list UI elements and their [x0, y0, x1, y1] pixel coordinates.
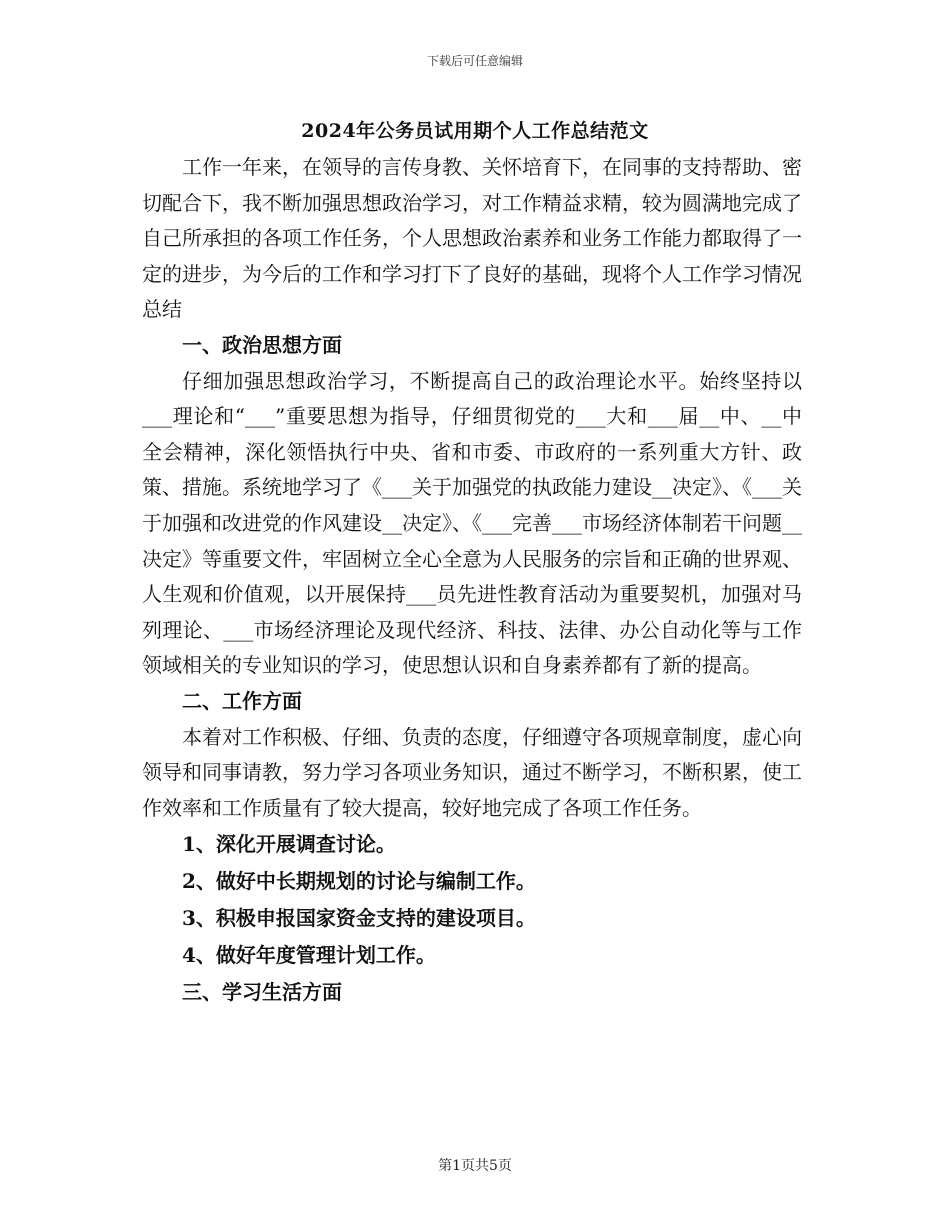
page-footer: 第1页共5页 — [438, 1158, 512, 1174]
work-paragraph: 本着对工作积极、仔细、负责的态度，仔细遵守各项规章制度，虚心向领导和同事请教，努力学习各项业务知识，通过不断学习，不断积累，使工作效率和工作质量有了较大提高，较好地完成了各项工作任务。 — [142, 724, 802, 820]
intro-paragraph: 工作一年来，在领导的言传身教、关怀培育下，在同事的支持帮助、密切配合下，我不断加强思想政治学习，对工作精益求精，较为圆满地完成了自己所承担的各项工作任务，个人思想政治素养和业务工作能力都取得了一定的进步，为今后的工作和学习打下了良好的基础，现将个人工作学习情况总结 — [142, 155, 802, 322]
work-item: 3、积极申报国家资金支持的建设项目。 — [182, 906, 536, 931]
work-item: 1、深化开展调查讨论。 — [182, 832, 396, 857]
politics-paragraph: 仔细加强思想政治学习，不断提高自己的政治理论水平。始终坚持以___理论和“___”重要思想为指导，仔细贯彻党的___大和___届__中、__中全会精神，深化领悟执行中央、省和市委、市政府的一系列重大方针、政策、措施。系统地学习了《___关于加强党的执政能力建设__决定》、《___关于加强和改进党的作风建设__决定》、《___完善___市场经济体制若干问题__决定》等重要文件，牢固树立全心全意为人民服务的宗旨和正确的世界观、人生观和价值观，以开展保持___员先进性教育活动为重要契机，加强对马列理论、___市场经济理论及现代经济、科技、法律、办公自动化等与工作领域相关的专业知识的学习，使思想认识和自身素养都有了新的提高。 — [142, 368, 802, 678]
section-heading-work: 二、工作方面 — [182, 688, 302, 713]
work-item: 2、做好中长期规划的讨论与编制工作。 — [182, 869, 536, 894]
work-item: 4、做好年度管理计划工作。 — [182, 943, 436, 968]
section-heading-study: 三、学习生活方面 — [182, 980, 342, 1005]
document-title: 2024年公务员试用期个人工作总结范文 — [301, 120, 649, 142]
document-body — [142, 150, 802, 1011]
section-heading-politics: 一、政治思想方面 — [182, 332, 342, 357]
header-note: 下载后可任意编辑 — [426, 54, 523, 68]
